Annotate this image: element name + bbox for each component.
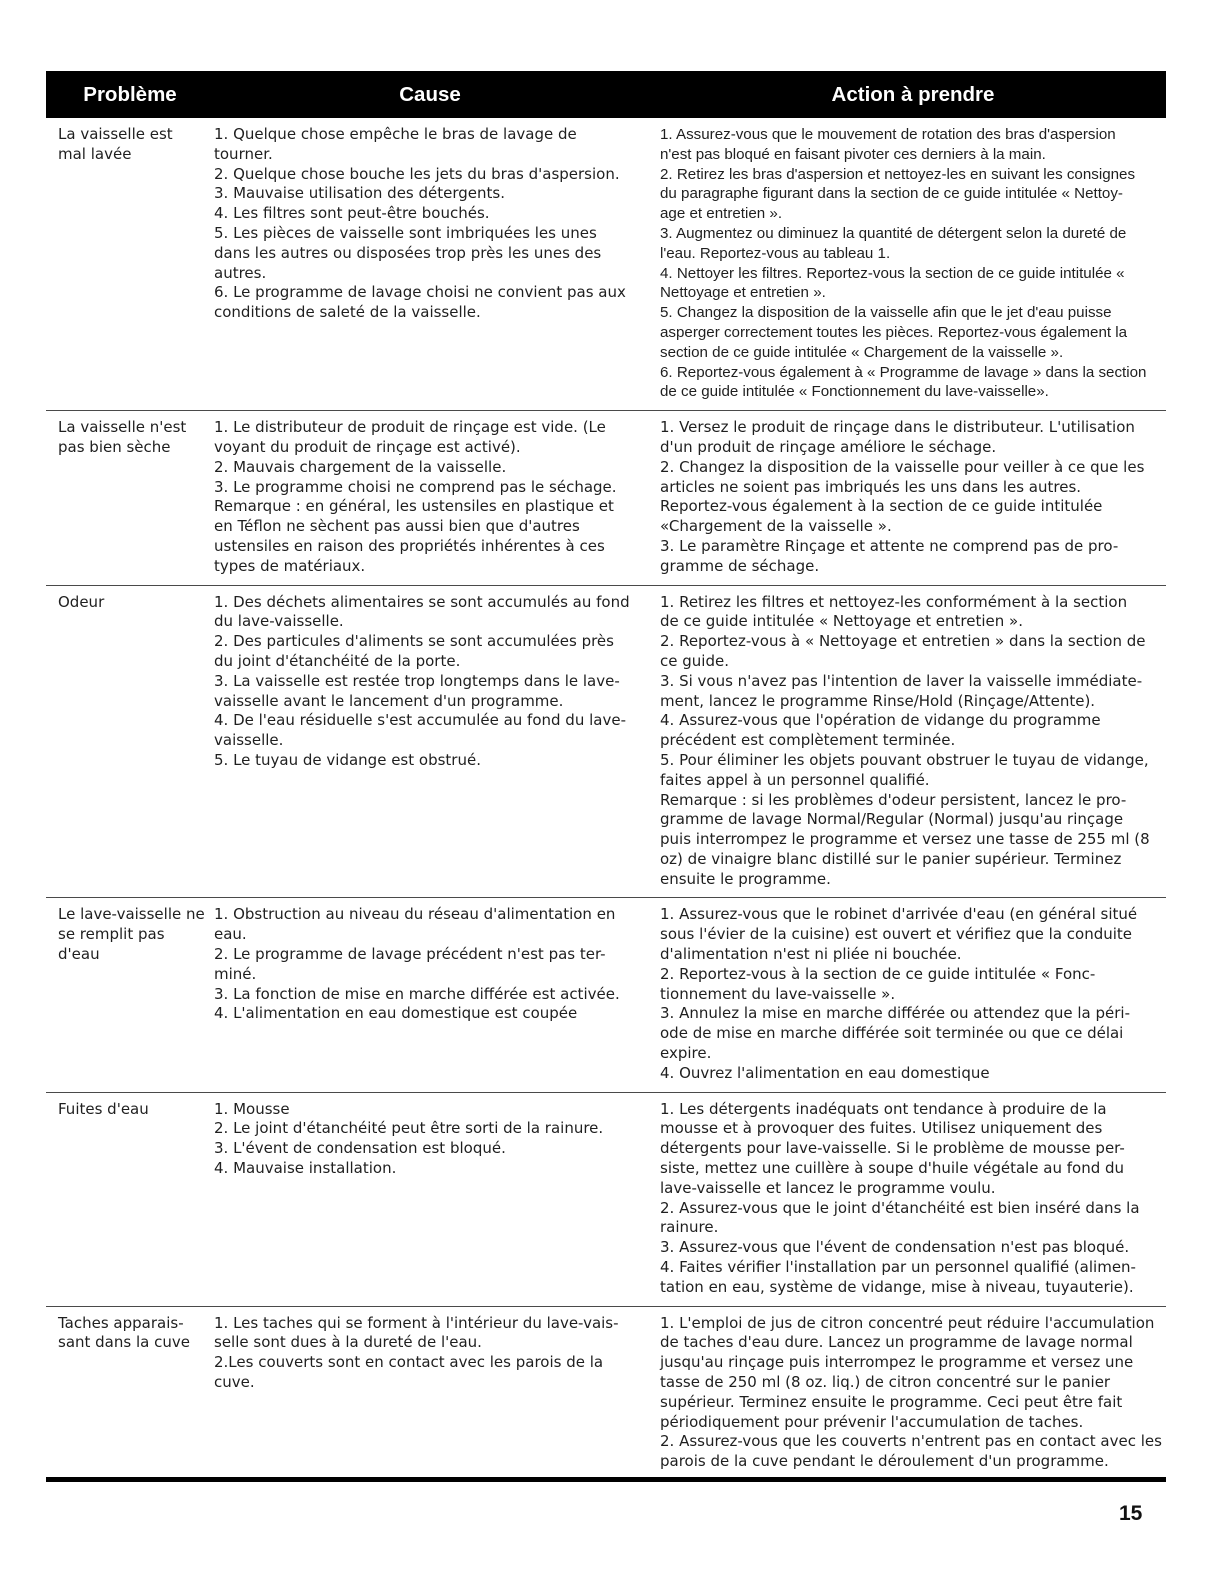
action-line: de ce guide intitulée « Nettoyage et entretien ». (660, 612, 1023, 631)
cause-line: 1. Quelque chose empêche le bras de lavage de (214, 125, 577, 143)
cause-line: 4. De l'eau résiduelle s'est accumulée au fond du lave- (214, 711, 626, 730)
cause-cell (214, 1314, 660, 1472)
problem-line: Fuites d'eau (58, 1099, 149, 1118)
action-line: 2. Changez la disposition de la vaisselle pour veiller à ce que les (660, 457, 1145, 476)
table-row (46, 1093, 1166, 1307)
cause-line: tourner. (214, 144, 273, 163)
action-line: détergents pour lave-vaisselle. Si le problème de mousse per- (660, 1139, 1125, 1158)
action-line: de taches d'eau dure. Lancez un programme de lavage normal (660, 1333, 1133, 1352)
action-line: faites appel à un personnel qualifié. (660, 770, 930, 789)
problem-line: se remplit pas (58, 925, 165, 944)
cause-line: 4. Les filtres sont peut-être bouchés. (214, 204, 490, 223)
action-line: jusqu'au rinçage puis interrompez le programme et versez une (660, 1353, 1134, 1372)
action-line: 3. Assurez-vous que l'évent de condensation n'est pas bloqué. (660, 1238, 1130, 1257)
problem-line: La vaisselle est (58, 125, 173, 143)
action-line: 1. L'emploi de jus de citron concentré peut réduire l'accumulation (660, 1313, 1155, 1332)
problem-cell (46, 418, 214, 576)
cause-line: types de matériaux. (214, 556, 366, 575)
action-line: 3. Annulez la mise en marche différée ou attendez que la péri- (660, 1004, 1131, 1023)
action-line: «Chargement de la vaisselle ». (660, 517, 892, 536)
action-line: 6. Reportez-vous également à « Programme de lavage » dans la section (660, 363, 1147, 381)
action-cell (660, 1100, 1166, 1298)
problem-line: Odeur (58, 592, 105, 611)
action-line: d'un produit de rinçage améliore le séchage. (660, 437, 997, 456)
cause-line: Remarque : en général, les ustensiles en plastique et (214, 497, 614, 516)
cause-line: 3. Mauvaise utilisation des détergents. (214, 184, 505, 203)
cause-line: voyant du produit de rinçage est activé). (214, 437, 521, 456)
cause-line: 1. Obstruction au niveau du réseau d'alimentation en (214, 905, 616, 924)
action-line: 1. Assurez-vous que le robinet d'arrivée d'eau (en général situé (660, 905, 1138, 924)
action-line: d'alimentation n'est ni pliée ni bouchée. (660, 945, 962, 964)
action-line: 2. Assurez-vous que le joint d'étanchéité est bien inséré dans la (660, 1198, 1140, 1217)
action-line: 3. Le paramètre Rinçage et attente ne comprend pas de pro- (660, 536, 1119, 555)
action-line: Reportez-vous également à la section de ce guide intitulée (660, 497, 1103, 516)
cause-line: en Téflon ne sèchent pas aussi bien que d'autres (214, 517, 580, 536)
action-line: 1. Assurez-vous que le mouvement de rotation des bras d'aspersion (660, 126, 1116, 143)
action-line: parois de la cuve pendant le déroulement d'un programme. (660, 1452, 1109, 1471)
cause-line: 5. Le tuyau de vidange est obstrué. (214, 750, 481, 769)
problem-line: d'eau (58, 945, 100, 964)
action-line: section de ce guide intitulée « Chargement de la vaisselle ». (660, 343, 1064, 361)
action-line: précédent est complètement terminée. (660, 731, 956, 750)
cause-line: dans les autres ou disposées trop près les unes des (214, 243, 602, 262)
problem-cell (46, 593, 214, 890)
action-cell (660, 125, 1166, 402)
problem-cell (46, 125, 214, 402)
action-line: ce guide. (660, 651, 729, 670)
action-line: ment, lancez le programme Rinse/Hold (Rinçage/Attente). (660, 691, 1096, 710)
action-line: de ce guide intitulée « Fonctionnement du lave-vaisselle». (660, 383, 1049, 401)
cause-line: vaisselle. (214, 731, 284, 750)
cause-line: 2. Quelque chose bouche les jets du bras d'aspersion. (214, 164, 620, 183)
table-row (46, 1307, 1166, 1482)
table-row (46, 411, 1166, 585)
action-line: 2. Assurez-vous que les couverts n'entrent pas en contact avec les (660, 1432, 1162, 1451)
problem-line: pas bien sèche (58, 437, 171, 456)
action-line: 2. Reportez-vous à « Nettoyage et entretien » dans la section de (660, 632, 1146, 651)
cause-line: 3. La fonction de mise en marche différée est activée. (214, 984, 620, 1003)
problem-cell (46, 1314, 214, 1472)
table-row (46, 118, 1166, 411)
cause-line: conditions de saleté de la vaisselle. (214, 303, 481, 322)
problem-line: Le lave-vaisselle ne (58, 905, 205, 924)
action-line: lave-vaisselle et lancez le programme voulu. (660, 1178, 996, 1197)
action-line: supérieur. Terminez ensuite le programme. Ceci peut être fait (660, 1392, 1123, 1411)
cause-line: cuve. (214, 1373, 255, 1392)
action-line: 5. Pour éliminer les objets pouvant obstruer le tuyau de vidange, (660, 750, 1149, 769)
cause-line: selle sont dues à la dureté de l'eau. (214, 1333, 482, 1352)
problem-line: La vaisselle n'est (58, 418, 187, 437)
cause-line: 6. Le programme de lavage choisi ne convient pas aux (214, 283, 626, 302)
action-cell (660, 593, 1166, 890)
action-line: rainure. (660, 1218, 719, 1237)
cause-line: 2. Le programme de lavage précédent n'est pas ter- (214, 945, 606, 964)
table-header (46, 71, 1166, 118)
cause-line: 5. Les pièces de vaisselle sont imbriquées les unes (214, 223, 597, 242)
page-number: 15 (1119, 1502, 1143, 1525)
cause-line: 3. La vaisselle est restée trop longtemps dans le lave- (214, 671, 620, 690)
cause-line: miné. (214, 964, 257, 983)
cause-line: 2. Mauvais chargement de la vaisselle. (214, 457, 507, 476)
action-line: puis interrompez le programme et versez une tasse de 255 ml (8 (660, 830, 1150, 849)
problem-line: mal lavée (58, 144, 132, 163)
action-line: asperger correctement toutes les pièces. Reportez-vous également la (660, 323, 1128, 341)
action-line: gramme de lavage Normal/Regular (Normal) jusqu'au rinçage (660, 810, 1124, 829)
action-line: mousse et à provoquer des fuites. Utilisez uniquement des (660, 1119, 1103, 1138)
header-cause: Cause (399, 83, 461, 106)
problem-cell (46, 905, 214, 1083)
action-line: articles ne soient pas imbriqués les uns dans les autres. (660, 477, 1082, 496)
action-line: Remarque : si les problèmes d'odeur persistent, lancez le pro- (660, 790, 1127, 809)
table-row (46, 586, 1166, 899)
problem-cell (46, 1100, 214, 1298)
cause-line: du joint d'étanchéité de la porte. (214, 651, 461, 670)
cause-line: eau. (214, 925, 247, 944)
action-line: expire. (660, 1044, 712, 1063)
cause-cell (214, 125, 660, 402)
action-cell (660, 905, 1166, 1083)
action-line: 4. Ouvrez l'alimentation en eau domestique (660, 1063, 990, 1082)
action-line: 4. Assurez-vous que l'opération de vidange du programme (660, 711, 1101, 730)
action-line: 1. Retirez les filtres et nettoyez-les conformément à la section (660, 592, 1128, 611)
action-line: oz) de vinaigre blanc distillé sur le panier supérieur. Terminez (660, 849, 1122, 868)
action-line: Nettoyage et entretien ». (660, 284, 826, 302)
cause-line: 4. L'alimentation en eau domestique est coupée (214, 1004, 578, 1023)
action-line: tation en eau, système de vidange, mise à niveau, tuyauterie). (660, 1277, 1134, 1296)
action-line: 2. Reportez-vous à la section de ce guide intitulée « Fonc- (660, 964, 1096, 983)
action-line: l'eau. Reportez-vous au tableau 1. (660, 244, 891, 262)
action-line: siste, mettez une cuillère à soupe d'huile végétale au fond du (660, 1159, 1125, 1178)
cause-line: 1. Mousse (214, 1099, 290, 1118)
cause-cell (214, 1100, 660, 1298)
cause-line: 3. L'évent de condensation est bloqué. (214, 1139, 506, 1158)
problem-line: Taches apparais- (58, 1313, 184, 1332)
table-body (46, 118, 1166, 1482)
cause-line: vaisselle avant le lancement d'un programme. (214, 691, 564, 710)
cause-line: 2.Les couverts sont en contact avec les parois de la (214, 1353, 604, 1372)
action-line: 3. Augmentez ou diminuez la quantité de détergent selon la dureté de (660, 224, 1127, 242)
cause-cell (214, 418, 660, 576)
cause-line: ustensiles en raison des propriétés inhérentes à ces (214, 536, 605, 555)
cause-line: 1. Des déchets alimentaires se sont accumulés au fond (214, 592, 630, 611)
action-line: 1. Les détergents inadéquats ont tendance à produire de la (660, 1099, 1107, 1118)
cause-cell (214, 905, 660, 1083)
troubleshooting-table (46, 71, 1166, 1482)
table-row (46, 898, 1166, 1092)
cause-line: 2. Des particules d'aliments se sont accumulées près (214, 632, 614, 651)
action-line: périodiquement pour prévenir l'accumulation de taches. (660, 1412, 1084, 1431)
action-line: 5. Changez la disposition de la vaisselle afin que le jet d'eau puisse (660, 304, 1112, 322)
action-cell (660, 418, 1166, 576)
action-line: tasse de 250 ml (8 oz. liq.) de citron concentré sur le panier (660, 1373, 1111, 1392)
action-line: sous l'évier de la cuisine) est ouvert et vérifiez que la conduite (660, 925, 1133, 944)
cause-line: 3. Le programme choisi ne comprend pas le séchage. (214, 477, 617, 496)
action-line: 4. Faites vérifier l'installation par un personnel qualifié (alimen- (660, 1258, 1136, 1277)
action-line: 1. Versez le produit de rinçage dans le distributeur. L'utilisation (660, 418, 1135, 437)
cause-line: 1. Les taches qui se forment à l'intérieur du lave-vais- (214, 1313, 619, 1332)
action-line: age et entretien ». (660, 205, 783, 223)
action-line: 2. Retirez les bras d'aspersion et nettoyez-les en suivant les consignes (660, 165, 1136, 183)
header-action: Action à prendre (831, 83, 995, 106)
cause-line: du lave-vaisselle. (214, 612, 344, 631)
action-line: du paragraphe figurant dans la section de ce guide intitulée « Nettoy- (660, 185, 1123, 203)
action-line: n'est pas bloqué en faisant pivoter ces derniers à la main. (660, 145, 1046, 163)
action-cell (660, 1314, 1166, 1472)
cause-line: 4. Mauvaise installation. (214, 1159, 397, 1178)
cause-cell (214, 593, 660, 890)
action-line: tionnement du lave-vaisselle ». (660, 984, 896, 1003)
cause-line: autres. (214, 263, 267, 282)
cause-line: 1. Le distributeur de produit de rinçage est vide. (Le (214, 418, 606, 437)
action-line: gramme de séchage. (660, 556, 820, 575)
action-line: 3. Si vous n'avez pas l'intention de laver la vaisselle immédiate- (660, 671, 1143, 690)
action-line: 4. Nettoyer les filtres. Reportez-vous la section de ce guide intitulée « (660, 264, 1125, 282)
action-line: ode de mise en marche différée soit terminée ou que ce délai (660, 1024, 1124, 1043)
action-line: ensuite le programme. (660, 869, 831, 888)
header-problem: Problème (83, 83, 177, 106)
cause-line: 2. Le joint d'étanchéité peut être sorti de la rainure. (214, 1119, 604, 1138)
problem-line: sant dans la cuve (58, 1333, 190, 1352)
